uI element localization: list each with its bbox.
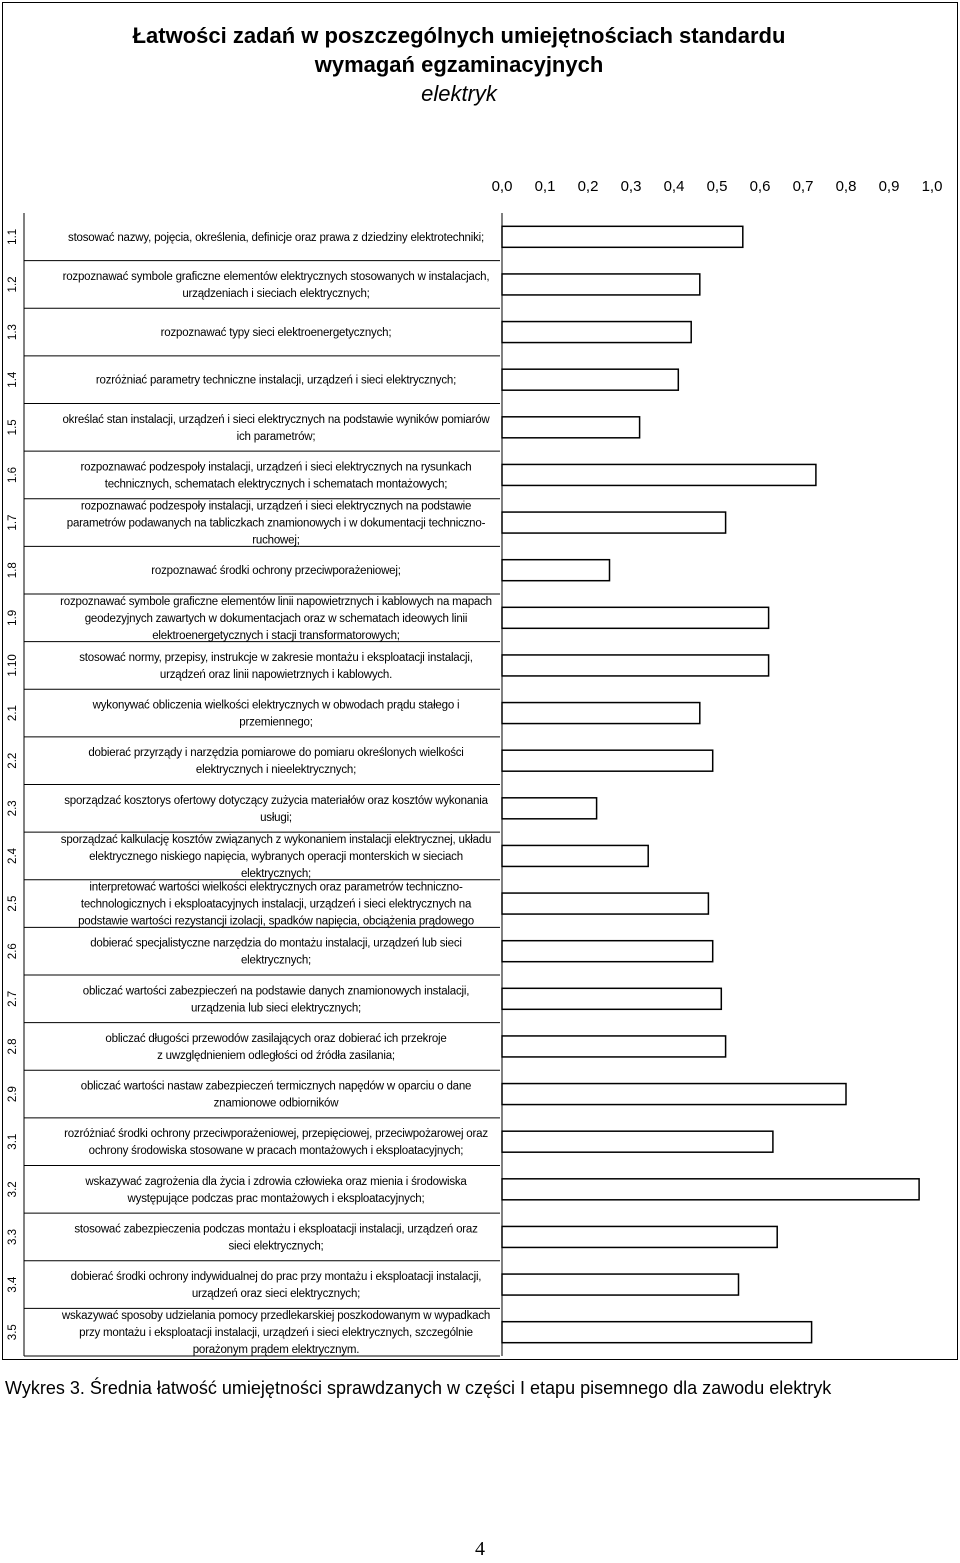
bar-1.8 bbox=[502, 560, 610, 581]
x-tick-label: 0,8 bbox=[835, 178, 857, 195]
bar-1.1 bbox=[502, 226, 743, 247]
bar-1.10 bbox=[502, 655, 769, 676]
bar-1.2 bbox=[502, 274, 700, 295]
category-code: 2.1 bbox=[7, 705, 19, 722]
page-number: 4 bbox=[475, 1538, 485, 1560]
bar-1.7 bbox=[502, 512, 726, 533]
category-code: 1.6 bbox=[7, 466, 19, 483]
category-label-line: przemiennego; bbox=[239, 716, 313, 729]
category-label-line: podstawie wartości rezystancji izolacji, spadków napięcia, obciążenia prądowego bbox=[78, 915, 474, 928]
category-code: 2.7 bbox=[7, 990, 19, 1007]
category-code: 2.8 bbox=[7, 1038, 19, 1055]
category-code: 2.6 bbox=[7, 943, 19, 960]
category-code: 1.8 bbox=[7, 562, 19, 579]
category-code: 3.5 bbox=[7, 1324, 19, 1341]
category-label-line: rozróżniać środki ochrony przeciwporażeniowej, przepięciowej, przeciwpożarowej oraz bbox=[64, 1128, 488, 1141]
bar-3.2 bbox=[502, 1179, 919, 1200]
category-label-line: parametrów podawanych na tabliczkach znamionowych i w dokumentacji techniczno- bbox=[66, 517, 486, 530]
x-tick-label: 0,0 bbox=[491, 178, 513, 195]
chart-subtitle: elektryk bbox=[421, 81, 497, 106]
category-code: 1.7 bbox=[7, 514, 19, 531]
x-tick-label: 0,1 bbox=[534, 178, 556, 195]
category-label-line: sieci elektrycznych; bbox=[228, 1240, 324, 1253]
category-label-line: ochrony środowiska stosowane w pracach montażowych i eksploatacyjnych; bbox=[88, 1145, 464, 1158]
category-label-line: stosować nazwy, pojęcia, określenia, definicje oraz prawa z dziedziny elektrotechniki; bbox=[68, 231, 484, 244]
category-code: 3.1 bbox=[7, 1133, 19, 1150]
category-label-line: urządzeń oraz linii napowietrznych i kablowych. bbox=[159, 668, 393, 681]
category-code: 2.5 bbox=[7, 895, 19, 912]
category-code: 1.3 bbox=[7, 324, 19, 341]
bar-3.4 bbox=[502, 1274, 739, 1295]
category-label-line: urządzenia lub sieci elektrycznych; bbox=[190, 1002, 362, 1015]
category-label-line: sporządzać kalkulację kosztów związanych z wykonaniem instalacji elektrycznej, układu bbox=[60, 833, 492, 846]
figure-caption: Wykres 3. Średnia łatwość umiejętności sprawdzanych w części I etapu pisemnego dla zawodu elektryk bbox=[5, 1378, 832, 1398]
bar-2.9 bbox=[502, 1084, 846, 1105]
chart-title-line-2: wymagań egzaminacyjnych bbox=[314, 52, 604, 77]
x-tick-label: 0,6 bbox=[749, 178, 771, 195]
category-label-line: rozpoznawać podzespoły instalacji, urządzeń i sieci elektrycznych na podstawie bbox=[80, 500, 472, 513]
category-label-line: urządzeń oraz sieci elektrycznych; bbox=[191, 1288, 361, 1301]
bar-2.4 bbox=[502, 845, 648, 866]
x-tick-label: 0,3 bbox=[620, 178, 642, 195]
category-label-line: porażonym prądem elektrycznym. bbox=[192, 1344, 360, 1357]
category-label-line: wskazywać sposoby udzielania pomocy przedlekarskiej poszkodowanym w wypadkach bbox=[61, 1310, 491, 1323]
category-code: 3.3 bbox=[7, 1228, 19, 1245]
category-code: 3.4 bbox=[7, 1276, 19, 1293]
category-label-line: obliczać wartości nastaw zabezpieczeń termicznych napędów w oparciu o dane bbox=[80, 1080, 472, 1093]
bar-2.3 bbox=[502, 798, 597, 819]
category-label-line: dobierać specjalistyczne narzędzia do montażu instalacji, urządzeń lub sieci bbox=[90, 937, 462, 950]
x-tick-label: 0,4 bbox=[663, 178, 685, 195]
category-label-line: dobierać przyrządy i narzędzia pomiarowe do pomiaru określonych wielkości bbox=[88, 747, 464, 760]
category-code: 3.2 bbox=[7, 1181, 19, 1198]
bar-2.7 bbox=[502, 988, 721, 1009]
category-label-line: określać stan instalacji, urządzeń i sieci elektrycznych na podstawie wyników pomiarów bbox=[62, 413, 490, 426]
category-label-line: rozpoznawać symbole graficzne elementów linii napowietrznych i kablowych na mapach bbox=[60, 595, 492, 608]
category-label-line: stosować zabezpieczenia podczas montażu i eksploatacji instalacji, urządzeń oraz bbox=[74, 1223, 478, 1236]
category-label-line: przy montażu i eksploatacji instalacji, urządzeń i sieci elektrycznych, szczególnie bbox=[79, 1327, 473, 1340]
bar-2.6 bbox=[502, 941, 713, 962]
bar-2.2 bbox=[502, 750, 713, 771]
category-label-line: sporządzać kosztorys ofertowy dotyczący zużycia materiałów oraz kosztów wykonania bbox=[64, 794, 488, 807]
category-code: 1.10 bbox=[7, 654, 19, 677]
category-label-line: urządzeniach i sieciach elektrycznych; bbox=[182, 287, 370, 300]
bar-2.8 bbox=[502, 1036, 726, 1057]
category-label-line: ruchowej; bbox=[252, 534, 300, 547]
bar-3.3 bbox=[502, 1226, 777, 1247]
category-label-line: elektrycznych; bbox=[240, 867, 312, 880]
category-code: 1.9 bbox=[7, 609, 19, 626]
category-label-line: interpretować wartości wielkości elektrycznych oraz parametrów techniczno- bbox=[89, 881, 463, 894]
bar-1.4 bbox=[502, 369, 678, 390]
category-code: 1.1 bbox=[7, 228, 19, 245]
category-label-line: obliczać wartości zabezpieczeń na podstawie danych znamionowych instalacji, bbox=[82, 985, 470, 998]
x-tick-label: 0,2 bbox=[577, 178, 599, 195]
category-label-line: elektrycznego niskiego napięcia, wybranych operacji monterskich w sieciach bbox=[89, 850, 463, 863]
category-label-line: obliczać długości przewodów zasilających oraz dobierać ich przekroje bbox=[105, 1032, 447, 1045]
bar-1.3 bbox=[502, 322, 691, 343]
category-code: 2.4 bbox=[7, 847, 19, 864]
category-label-line: technicznych, schematach elektrycznych i schematach montażowych; bbox=[104, 478, 448, 491]
category-label-line: znamionowe odbiorników bbox=[213, 1097, 339, 1110]
category-label-line: wykonywać obliczenia wielkości elektrycznych w obwodach prądu stałego i bbox=[92, 699, 460, 712]
category-label-line: stosować normy, przepisy, instrukcje w zakresie montażu i eksploatacji instalacji, bbox=[79, 651, 473, 664]
bar-2.1 bbox=[502, 703, 700, 724]
category-code: 1.5 bbox=[7, 419, 19, 436]
category-code: 2.9 bbox=[7, 1086, 19, 1103]
bar-2.5 bbox=[502, 893, 708, 914]
category-label-line: rozpoznawać symbole graficzne elementów elektrycznych stosowanych w instalacjach, bbox=[62, 270, 490, 283]
bar-3.5 bbox=[502, 1322, 812, 1343]
chart-title-line-1: Łatwości zadań w poszczególnych umiejętnościach standardu bbox=[132, 23, 786, 48]
category-label-line: elektrycznych i nieelektrycznych; bbox=[195, 764, 357, 777]
category-code: 2.2 bbox=[7, 752, 19, 769]
category-label-line: elektroenergetycznych i stacji transformatorowych; bbox=[152, 629, 400, 642]
category-code: 2.3 bbox=[7, 800, 19, 817]
x-tick-label: 0,7 bbox=[792, 178, 814, 195]
category-label-line: elektrycznych; bbox=[240, 954, 312, 967]
category-label-line: występujące podczas prac montażowych i eksploatacyjnych; bbox=[127, 1192, 425, 1205]
category-label-line: rozpoznawać podzespoły instalacji, urządzeń i sieci elektrycznych na rysunkach bbox=[80, 461, 472, 474]
bar-1.9 bbox=[502, 607, 769, 628]
category-label-line: ich parametrów; bbox=[236, 430, 316, 443]
x-tick-label: 0,9 bbox=[878, 178, 900, 195]
category-label-line: usługi; bbox=[260, 811, 292, 824]
category-label-line: rozróżniać parametry techniczne instalacji, urządzeń i sieci elektrycznych; bbox=[95, 374, 457, 387]
x-tick-label: 0,5 bbox=[706, 178, 728, 195]
category-label-line: wskazywać zagrożenia dla życia i zdrowia człowieka oraz mienia i środowiska bbox=[85, 1175, 467, 1188]
bar-3.1 bbox=[502, 1131, 773, 1152]
category-label-line: technologicznych i eksploatacyjnych instalacji, urządzeń i sieci elektrycznych na bbox=[80, 898, 472, 911]
category-label-line: z uwzględnieniem odległości od źródła zasilania; bbox=[157, 1049, 395, 1062]
bar-1.5 bbox=[502, 417, 640, 438]
category-label-line: geodezyjnych zawartych w dokumentacjach oraz w schematach ideowych linii bbox=[84, 612, 468, 625]
category-label-line: rozpoznawać typy sieci elektroenergetycznych; bbox=[160, 327, 392, 340]
category-code: 1.4 bbox=[7, 371, 19, 388]
bar-1.6 bbox=[502, 464, 816, 485]
category-label-line: dobierać środki ochrony indywidualnej do prac przy montażu i eksploatacji instalacji, bbox=[70, 1271, 482, 1284]
category-label-line: rozpoznawać środki ochrony przeciwporażeniowej; bbox=[151, 565, 401, 578]
x-tick-label: 1,0 bbox=[921, 178, 943, 195]
category-code: 1.2 bbox=[7, 276, 19, 293]
